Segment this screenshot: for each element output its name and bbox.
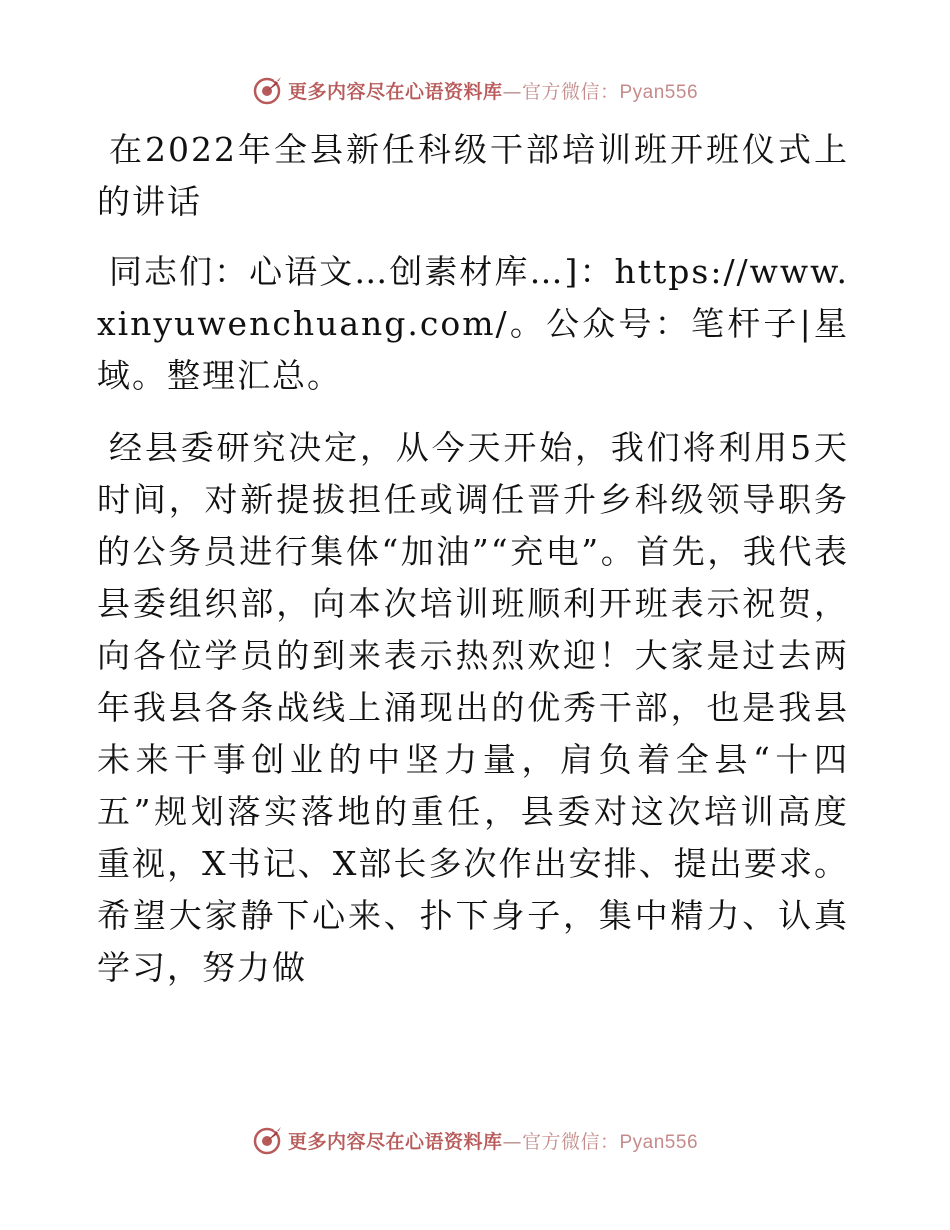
watermark-dash: — (502, 80, 522, 103)
watermark-dash: — (502, 1130, 522, 1153)
watermark-wechat-id: Pyan556 (619, 1131, 699, 1153)
watermark-wechat-id: Pyan556 (619, 81, 699, 103)
footer-watermark (0, 1120, 950, 1160)
watermark-sub-text: 官方微信： (521, 1130, 620, 1153)
quill-logo-icon (252, 1124, 284, 1156)
paragraph-1: 同志们：心语文…创素材库…]：https://www.xinyuwenchuang.com/。公众号：笔杆子|星域。整理汇总。 (97, 252, 849, 395)
document-body (97, 124, 849, 1014)
paragraph-2: 经县委研究决定，从今天开始，我们将利用5天时间，对新提拔担任或调任晋升乡科级领导职务的公务员进行集体“加油”“充电”。首先，我代表县委组织部，向本次培训班顺利开班表示祝贺，向各位学员的到来表示热烈欢迎！大家是过去两年我县各条战线上涌现出的优秀干部，也是我县未来干事创业的中坚力量，肩负着全县“十四五”规划落实落地的重任，县委对这次培训高度重视，X书记、X部长多次作出安排、提出要求。希望大家静下心来、扑下身子，集中精力、认真学习，努力做 (97, 428, 849, 987)
watermark-main-text: 更多内容尽在心语资料库 (287, 1130, 503, 1153)
quill-logo-icon (252, 74, 284, 106)
watermark-main-text: 更多内容尽在心语资料库 (287, 80, 503, 103)
header-watermark (0, 70, 950, 110)
document-title: 在2022年全县新任科级干部培训班开班仪式上的讲话 (97, 130, 849, 221)
watermark-sub-text: 官方微信： (521, 80, 620, 103)
